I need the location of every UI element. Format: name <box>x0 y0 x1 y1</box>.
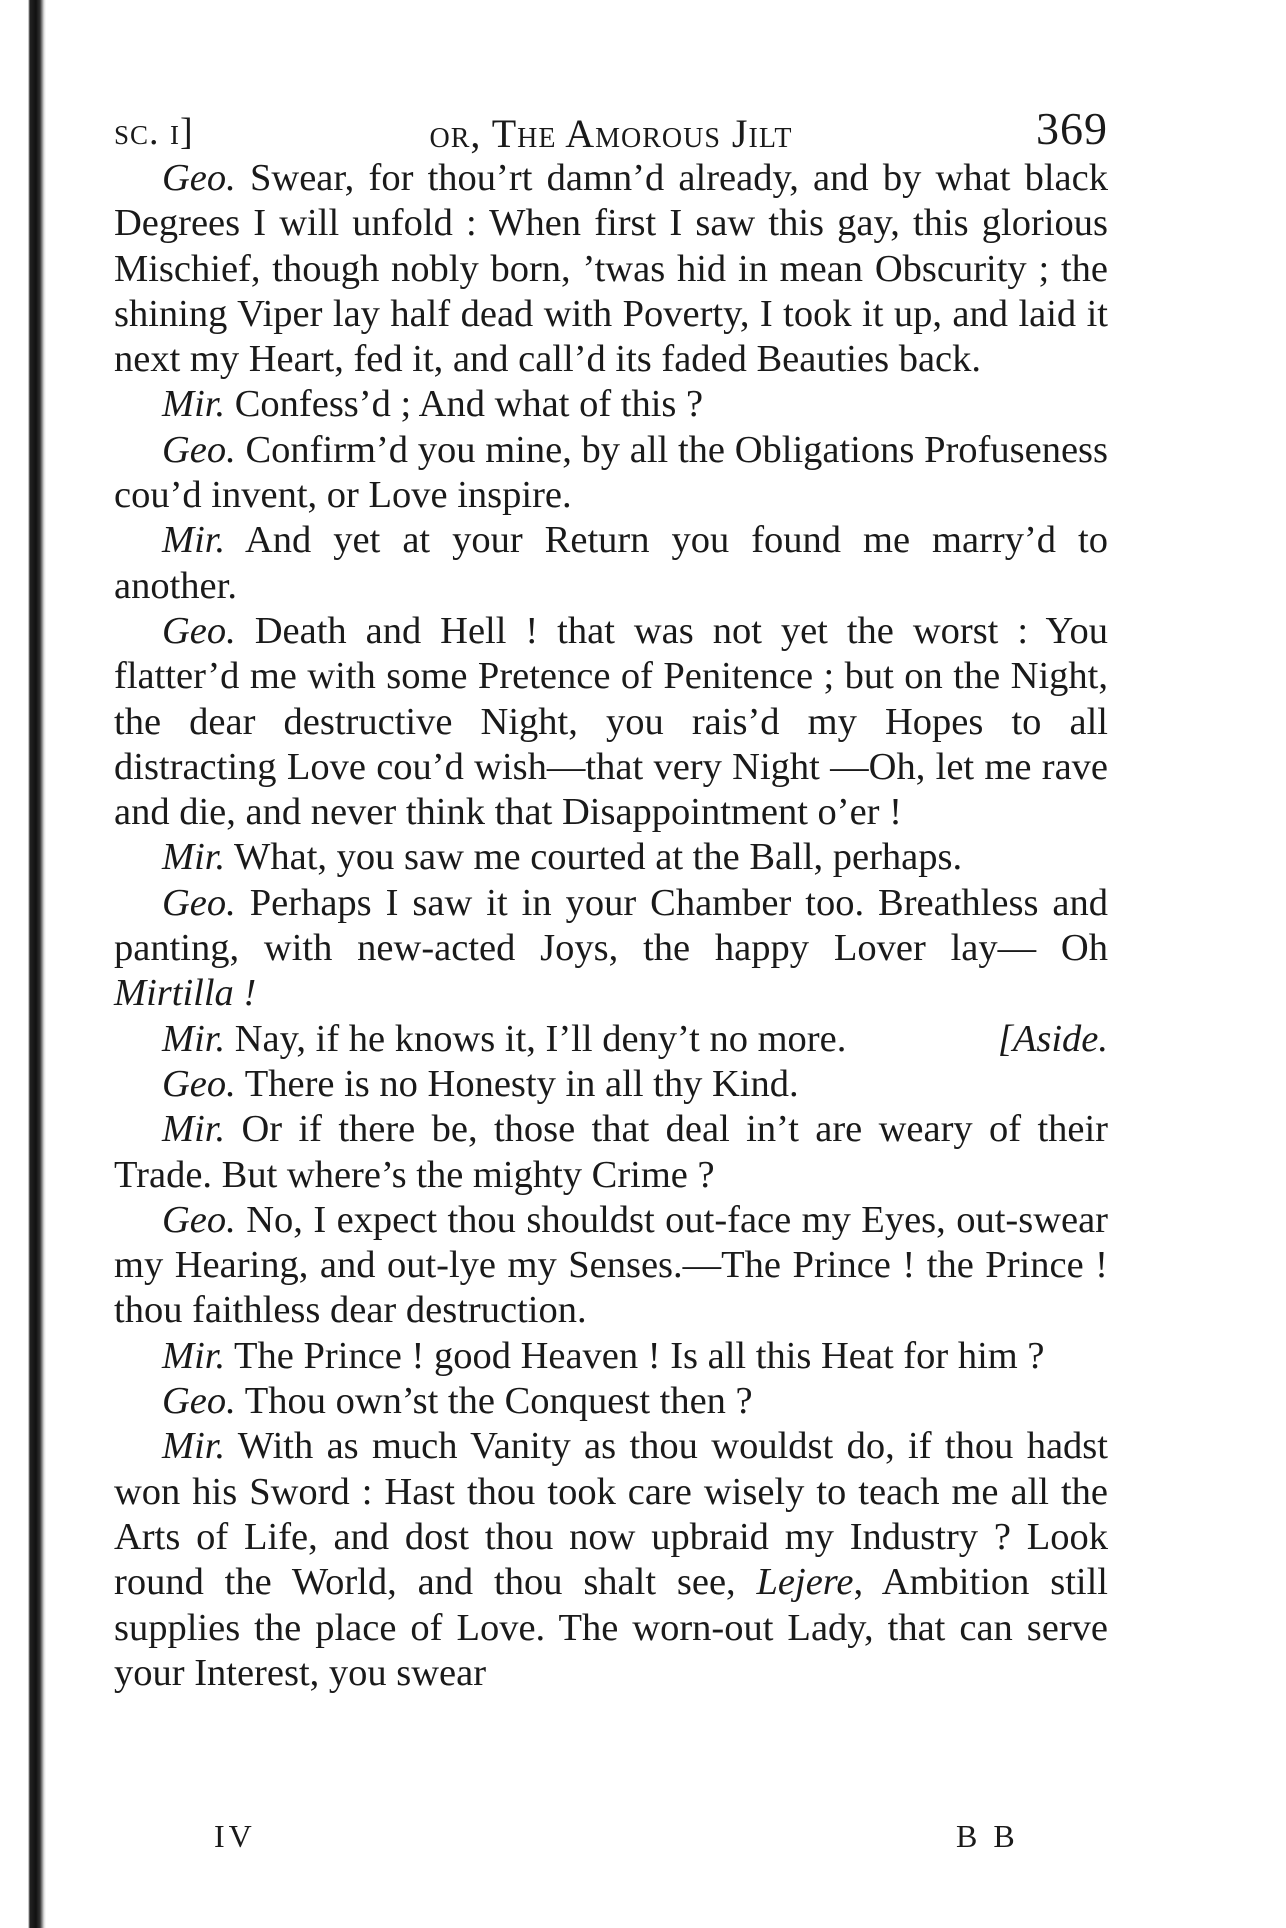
speech-text: And yet at your Return you found me marry’d to another. <box>114 519 1108 607</box>
dialogue-paragraph <box>114 1198 1108 1334</box>
speech-text: Or if there be, those that deal in’t are weary of their Trade. But where’s the mighty Crime ? <box>114 1108 1108 1196</box>
page-number: 369 <box>1036 103 1108 154</box>
dialogue-body <box>114 156 1108 1696</box>
speaker-name: Geo. <box>162 609 236 652</box>
dialogue-paragraph <box>114 1017 1108 1062</box>
dialogue-paragraph <box>114 609 1108 835</box>
dialogue-paragraph <box>114 1107 1108 1198</box>
dialogue-paragraph <box>114 156 1108 382</box>
speaker-name: Geo. <box>162 1380 236 1423</box>
speaker-name: Mir. <box>162 1334 226 1377</box>
speech-text: , Ambition still supplies the place of Love. The worn-out Lady, that can serve your Interest, you swear <box>114 1561 1109 1694</box>
dialogue-paragraph <box>114 518 1108 609</box>
speech-text: Nay, if he knows it, I’ll deny’t no more. <box>225 1017 847 1060</box>
speech-text: Swear, for thou’rt damn’d already, and by what black Degrees I will unfold : When first I saw this gay, this glorious Mischief, though nobly born, ’twas hid in mean Obscurity ; the shining Viper lay half dead with Poverty, I took it up, and laid it next my Heart, fed it, and call’d its faded Beauties back. <box>114 157 1108 381</box>
speaker-name: Mir. <box>162 1017 226 1060</box>
speaker-name: Geo. <box>162 881 236 924</box>
dialogue-paragraph <box>114 881 1108 1017</box>
speaker-name: Mir. <box>162 1425 226 1468</box>
speech-text: Confess’d ; And what of this ? <box>225 383 704 426</box>
dialogue-paragraph <box>114 382 1108 427</box>
speech-text: Death and Hell ! that was not yet the worst : You flatter’d me with some Pretence of Penitence ; but on the Night, the dear destructive Night, you rais’d my Hopes to all distracting Love cou’d wish—that very Night —Oh, let me rave and die, and never think that Disappointment o’er ! <box>114 609 1108 834</box>
speech-text: What, you saw me courted at the Ball, perhaps. <box>225 836 963 879</box>
speech-italic: Lejere <box>756 1561 854 1604</box>
book-page <box>114 96 1108 1696</box>
running-title: or, The Amorous Jilt <box>429 111 793 156</box>
dialogue-paragraph <box>114 1334 1108 1379</box>
speaker-name: Mir. <box>162 1108 226 1151</box>
dialogue-paragraph <box>114 1379 1108 1424</box>
speech-text: There is no Honesty in all thy Kind. <box>235 1062 799 1105</box>
dialogue-paragraph <box>114 1424 1108 1696</box>
page-footer <box>114 1818 1108 1858</box>
section-marker: sc. i] <box>114 111 194 153</box>
speech-text: The Prince ! good Heaven ! Is all this Heat for him ? <box>225 1334 1045 1377</box>
speech-text: No, I expect thou shouldst out-face my Eyes, out-swear my Hearing, and out-lye my Senses.—The Prince ! the Prince ! thou faithless dear destruction. <box>114 1198 1108 1332</box>
speech-text: Perhaps I saw it in your Chamber too. Breathless and panting, with new-acted Joys, the happy Lover lay— Oh <box>114 881 1108 970</box>
book-binding-edge <box>24 0 46 1928</box>
dialogue-paragraph <box>114 835 1108 880</box>
speaker-name: Mir. <box>162 383 226 426</box>
speech-text: With as much Vanity as thou wouldst do, if thou hadst won his Sword : Hast thou took care wisely to teach me all the Arts of Life, and dost thou now upbraid my Industry ? Look round the World, and thou shalt see, <box>114 1425 1108 1604</box>
speech-text: Confirm’d you mine, by all the Obligations Profuseness cou’d invent, or Love inspire. <box>114 428 1108 517</box>
signature-mark: B B <box>956 1818 1019 1854</box>
speech-text: Thou own’st the Conquest then ? <box>235 1380 753 1423</box>
dialogue-paragraph <box>114 1062 1108 1107</box>
speaker-name: Geo. <box>162 1198 236 1241</box>
speaker-name: Geo. <box>162 428 236 471</box>
speaker-name: Geo. <box>162 1062 236 1105</box>
speech-italic: Mirtilla ! <box>114 972 257 1015</box>
volume-number: IV <box>214 1818 256 1854</box>
dialogue-paragraph <box>114 428 1108 519</box>
speaker-name: Mir. <box>162 836 226 879</box>
speaker-name: Geo. <box>162 157 236 199</box>
speaker-name: Mir. <box>162 519 226 562</box>
stage-direction-aside: [Aside. <box>997 1017 1108 1060</box>
running-header <box>114 96 1108 156</box>
